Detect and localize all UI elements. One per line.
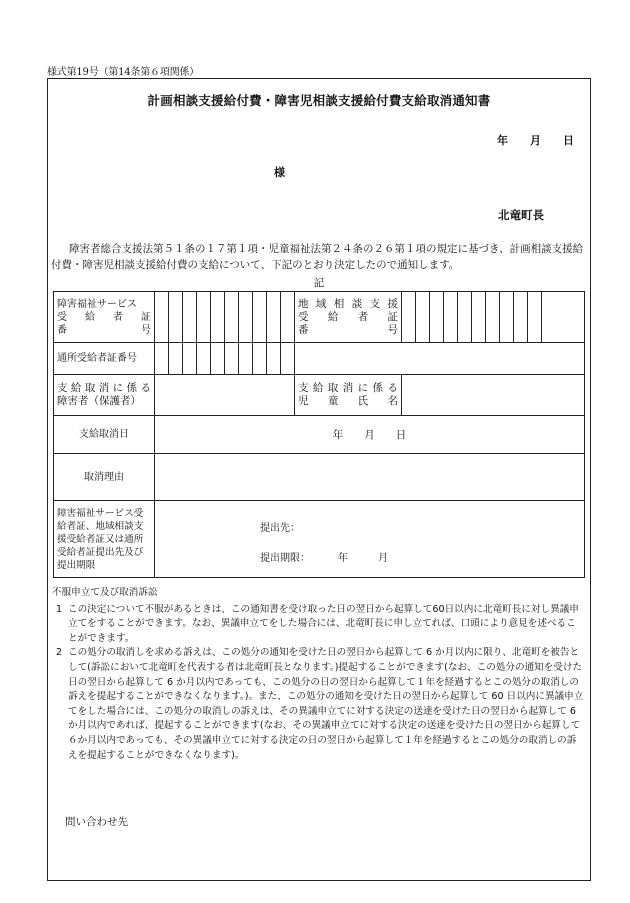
submit-to-label: 提出先： <box>260 523 300 534</box>
row-day-cert <box>54 343 585 375</box>
service-cert-digit[interactable] <box>239 292 253 343</box>
submission-detail[interactable] <box>155 501 585 578</box>
submission-label: 障害福祉サービス受給者証、地域相談支援受給者証又は通所受給者証提出先及び提出期限 <box>54 501 155 578</box>
issue-date: 年 月 日 <box>497 134 574 147</box>
community-cert-digit[interactable] <box>472 292 486 343</box>
day-cert-digit[interactable] <box>267 343 281 375</box>
issuer-name: 北竜町長 <box>498 208 544 222</box>
day-cert-label: 通所受給者証番号 <box>54 343 155 375</box>
document-title: 計画相談支援給付費・障害児相談支援給付費支給取消通知書 <box>147 93 491 108</box>
child-name-value[interactable] <box>402 375 585 416</box>
community-cert-digit[interactable] <box>528 292 542 343</box>
recipient-honorific: 様 <box>274 166 285 179</box>
appeal-item <box>52 603 584 647</box>
cancel-date-value[interactable]: 年 月 日 <box>155 416 585 454</box>
row-person <box>54 375 585 416</box>
appeal-item-text: この決定について不服があるときは、この通知書を受け取った日の翌日から起算して60日以内に北竜町長に対し異議申立てをすることができます。なお、異議申立てをした場合には、北竜町長に申し立てれば、口頭により意見を述べることができます。 <box>68 603 579 644</box>
service-cert-digit[interactable] <box>197 292 211 343</box>
service-cert-digit[interactable] <box>155 292 169 343</box>
service-cert-digit[interactable] <box>253 292 267 343</box>
service-cert-digit[interactable] <box>183 292 197 343</box>
form-number: 様式第19号（第14条第６項関係） <box>47 67 200 78</box>
community-cert-digit[interactable] <box>402 292 416 343</box>
day-cert-digit[interactable] <box>169 343 183 375</box>
child-name-label: 支 給 取 消 に 係 る 児 童 氏 名 <box>295 375 402 416</box>
day-cert-digit[interactable] <box>197 343 211 375</box>
appeal-heading: 不服申立て及び取消訴訟 <box>52 587 158 598</box>
deadline-line <box>260 549 388 564</box>
reason-label: 取消理由 <box>54 454 155 501</box>
service-cert-digit[interactable] <box>211 292 225 343</box>
day-cert-digit[interactable] <box>225 343 239 375</box>
community-cert-digit[interactable] <box>416 292 430 343</box>
community-cert-digit[interactable] <box>444 292 458 343</box>
day-cert-digit[interactable] <box>183 343 197 375</box>
appeal-item-text: この処分の取消しを求める訴えは、この処分の通知を受けた日の翌日から起算して 6 か月以内に限り、北竜町を被告として(訴訟において北竜町を代表する者は北竜町長となります。)提起することができます(なお、この処分の通知を受けた日の翌日から起算して 6 か月以内であっても、この処分の日の翌日から起算して１年を経過するとこの処分の取消しの訴えを提起することができなくなります。)。また、この処分の通知を受けた日の翌日から起算して 60 日以内に異議申立てをした場合には、この処分の取消しの訴えは、その異議申立てに対する決定の送達を受けた日の翌日から起算して 6 か月以内であれば、提起することができます(なお、その異議申立てに対する決定の送達を受けた日の翌日から起算して６か月以内であっても、その異議申立てに対する決定の日の翌日から起算して１年を経過するとこの処分の取消しの訴えを提起することができなくなります)。 <box>68 647 584 761</box>
disabled-person-name[interactable] <box>155 375 295 416</box>
deadline-year: 年 <box>338 553 348 564</box>
row-reason <box>54 454 585 501</box>
service-cert-digit[interactable] <box>281 292 295 343</box>
service-cert-label: 障害福祉サービス 受 給 者 証 番 号 <box>54 292 155 343</box>
cancel-date-label: 支給取消日 <box>54 416 155 454</box>
day-cert-digit[interactable] <box>281 343 295 375</box>
community-cert-digit[interactable] <box>430 292 444 343</box>
deadline-month: 月 <box>378 553 388 564</box>
appeal-section <box>52 586 584 763</box>
community-cert-label: 地 域 相 談 支 援 受 給 者 証 番 号 <box>295 292 402 343</box>
details-table <box>53 291 585 578</box>
day-cert-digit[interactable] <box>155 343 169 375</box>
reason-value[interactable] <box>155 454 585 501</box>
appeal-item <box>52 646 584 763</box>
service-cert-digit[interactable] <box>225 292 239 343</box>
service-cert-digit[interactable] <box>169 292 183 343</box>
service-cert-digit[interactable] <box>267 292 281 343</box>
day-cert-digit[interactable] <box>211 343 225 375</box>
community-cert-digit[interactable] <box>458 292 472 343</box>
community-cert-digit[interactable] <box>486 292 500 343</box>
deadline-label: 提出期限： <box>260 553 310 564</box>
appeal-item-number: 2 <box>56 647 63 659</box>
contact-heading: 問い合わせ先 <box>65 816 128 828</box>
day-cert-digit[interactable] <box>253 343 267 375</box>
appeal-item-number: 1 <box>56 603 63 615</box>
community-cert-digit[interactable] <box>514 292 528 343</box>
row-submission <box>54 501 585 578</box>
row-cancel-date <box>54 416 585 454</box>
day-cert-digit[interactable] <box>239 343 253 375</box>
ki-marker: 記 <box>313 277 325 289</box>
row-service-cert <box>54 292 585 343</box>
disabled-person-label: 支 給 取 消 に 係 る 障害者（保護者） <box>54 375 155 416</box>
community-cert-digit[interactable] <box>500 292 514 343</box>
intro-paragraph: 障害者総合支援法第５１条の１７第１項・児童福祉法第２４条の２６第１項の規定に基づき、計画相談支援給付費・障害児相談支援給付費の支給について、下記のとおり決定したので通知します。 <box>51 243 584 271</box>
document-frame <box>47 78 591 881</box>
